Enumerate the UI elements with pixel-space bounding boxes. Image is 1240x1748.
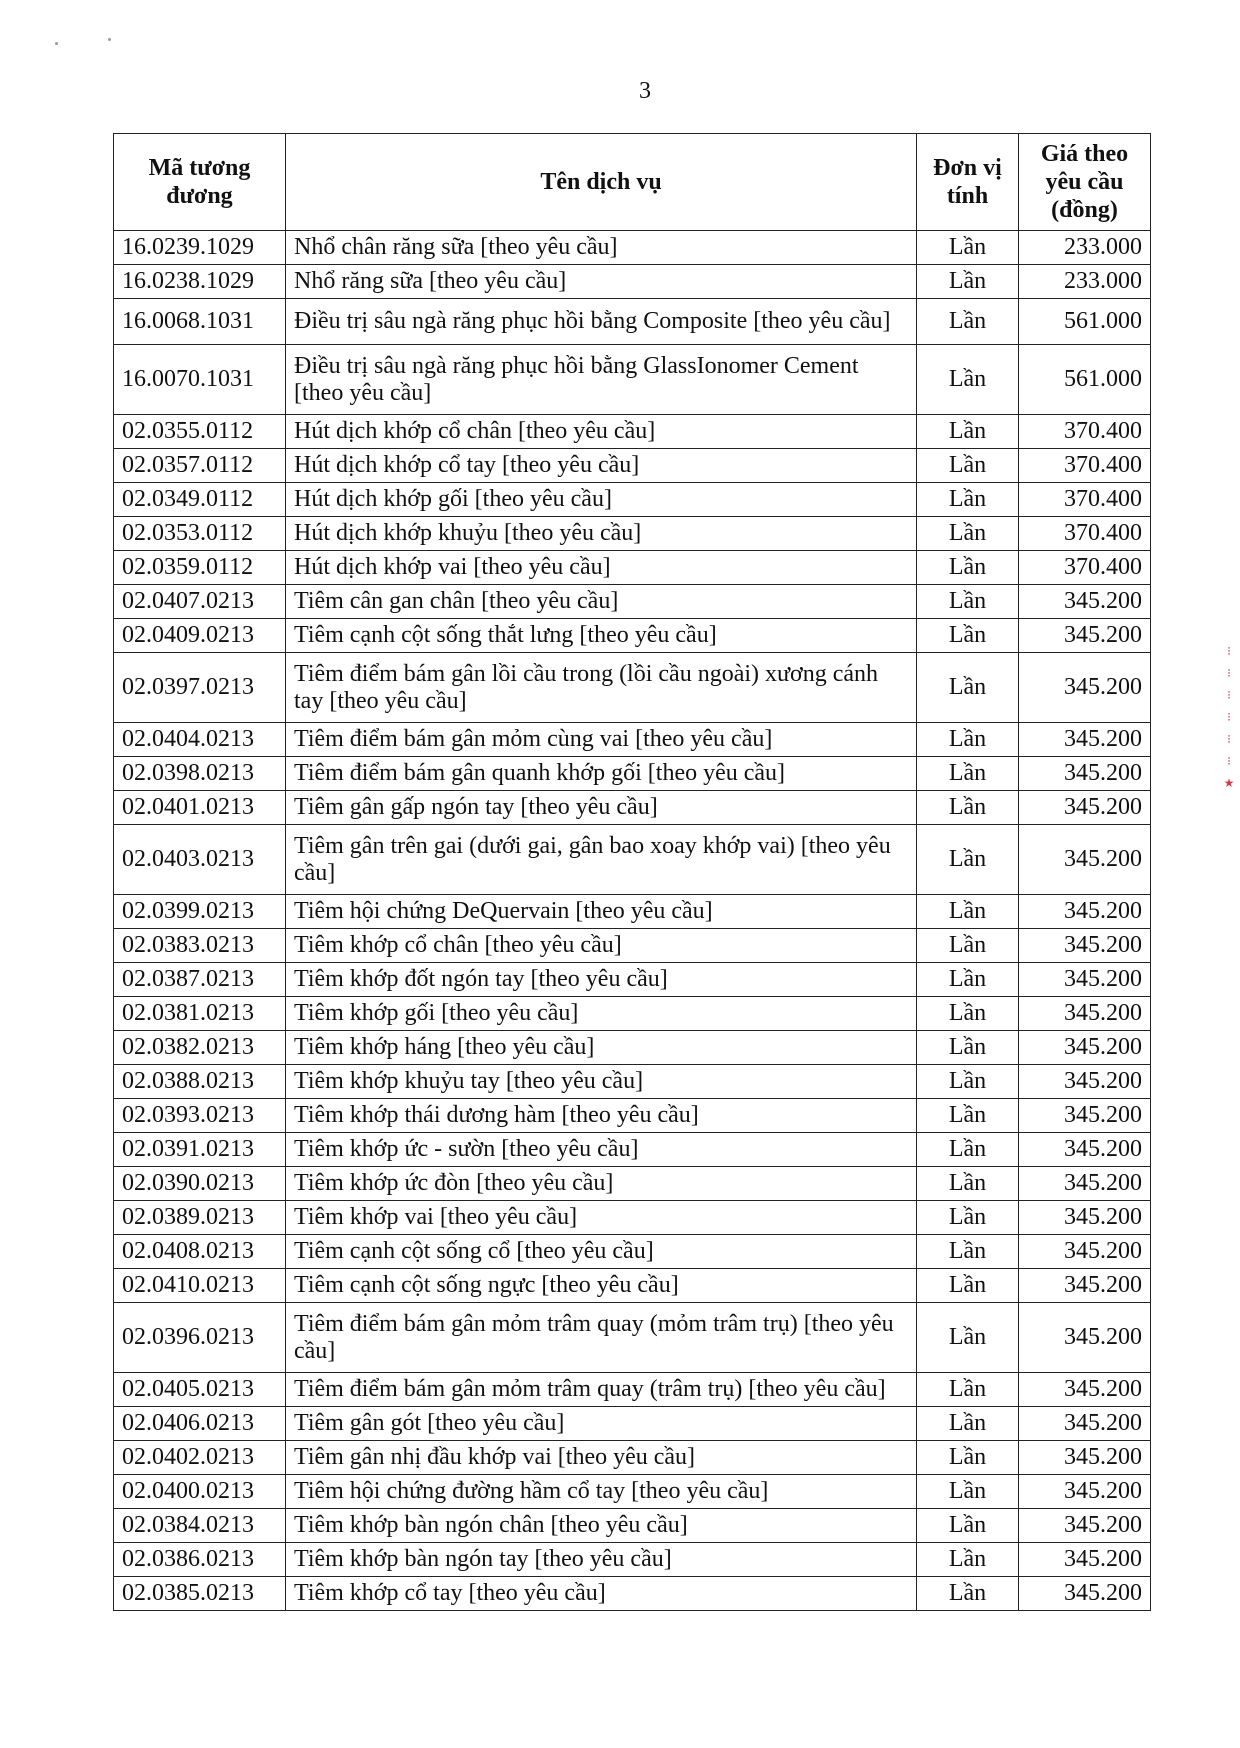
cell-code: 02.0409.0213 — [114, 619, 286, 653]
cell-name: Tiêm hội chứng đường hầm cổ tay [theo yêu cầu] — [286, 1475, 917, 1509]
cell-unit: Lần — [917, 723, 1019, 757]
cell-name: Tiêm khớp đốt ngón tay [theo yêu cầu] — [286, 963, 917, 997]
cell-price: 345.200 — [1019, 757, 1151, 791]
cell-unit: Lần — [917, 1133, 1019, 1167]
cell-price: 345.200 — [1019, 653, 1151, 723]
cell-price: 370.400 — [1019, 449, 1151, 483]
cell-code: 02.0349.0112 — [114, 483, 286, 517]
table-row — [114, 1099, 1151, 1133]
page-number: 3 — [639, 78, 651, 104]
cell-code: 02.0382.0213 — [114, 1031, 286, 1065]
cell-unit: Lần — [917, 1407, 1019, 1441]
cell-name: Tiêm cạnh cột sống cổ [theo yêu cầu] — [286, 1235, 917, 1269]
table-row — [114, 1373, 1151, 1407]
cell-name: Tiêm khớp khuỷu tay [theo yêu cầu] — [286, 1065, 917, 1099]
cell-price: 345.200 — [1019, 791, 1151, 825]
table-row — [114, 483, 1151, 517]
cell-unit: Lần — [917, 929, 1019, 963]
cell-unit: Lần — [917, 449, 1019, 483]
table-row — [114, 929, 1151, 963]
table-row — [114, 585, 1151, 619]
cell-unit: Lần — [917, 1475, 1019, 1509]
cell-unit: Lần — [917, 619, 1019, 653]
table-row — [114, 299, 1151, 345]
table-row — [114, 231, 1151, 265]
table-row — [114, 1065, 1151, 1099]
cell-price: 345.200 — [1019, 1303, 1151, 1373]
table-row — [114, 895, 1151, 929]
table-row — [114, 1577, 1151, 1611]
table-row — [114, 1509, 1151, 1543]
cell-name: Tiêm gân gót [theo yêu cầu] — [286, 1407, 917, 1441]
cell-name: Tiêm điểm bám gân mỏm trâm quay (trâm trụ) [theo yêu cầu] — [286, 1373, 917, 1407]
cell-price: 345.200 — [1019, 963, 1151, 997]
table-row — [114, 345, 1151, 415]
table-row — [114, 517, 1151, 551]
table-row — [114, 1543, 1151, 1577]
cell-code: 02.0407.0213 — [114, 585, 286, 619]
table-row — [114, 723, 1151, 757]
cell-code: 02.0381.0213 — [114, 997, 286, 1031]
cell-name: Nhổ chân răng sữa [theo yêu cầu] — [286, 231, 917, 265]
cell-name: Tiêm gân trên gai (dưới gai, gân bao xoay khớp vai) [theo yêu cầu] — [286, 825, 917, 895]
cell-price: 345.200 — [1019, 1441, 1151, 1475]
cell-price: 345.200 — [1019, 1235, 1151, 1269]
cell-unit: Lần — [917, 1269, 1019, 1303]
cell-code: 02.0410.0213 — [114, 1269, 286, 1303]
table-row — [114, 1031, 1151, 1065]
cell-code: 02.0398.0213 — [114, 757, 286, 791]
table-row — [114, 791, 1151, 825]
cell-name: Tiêm gân gấp ngón tay [theo yêu cầu] — [286, 791, 917, 825]
cell-price: 345.200 — [1019, 997, 1151, 1031]
table-row — [114, 1167, 1151, 1201]
cell-price: 370.400 — [1019, 415, 1151, 449]
cell-unit: Lần — [917, 1235, 1019, 1269]
table-row — [114, 1133, 1151, 1167]
cell-name: Tiêm gân nhị đầu khớp vai [theo yêu cầu] — [286, 1441, 917, 1475]
cell-unit: Lần — [917, 1167, 1019, 1201]
cell-unit: Lần — [917, 791, 1019, 825]
cell-code: 16.0238.1029 — [114, 265, 286, 299]
cell-price: 345.200 — [1019, 825, 1151, 895]
table-row — [114, 1475, 1151, 1509]
cell-price: 345.200 — [1019, 585, 1151, 619]
cell-unit: Lần — [917, 825, 1019, 895]
table-row — [114, 1407, 1151, 1441]
cell-code: 02.0386.0213 — [114, 1543, 286, 1577]
cell-name: Tiêm hội chứng DeQuervain [theo yêu cầu] — [286, 895, 917, 929]
cell-name: Hút dịch khớp cổ chân [theo yêu cầu] — [286, 415, 917, 449]
header-code: Mã tương đương — [114, 134, 286, 231]
cell-price: 345.200 — [1019, 1201, 1151, 1235]
cell-code: 02.0393.0213 — [114, 1099, 286, 1133]
cell-price: 345.200 — [1019, 1543, 1151, 1577]
cell-code: 02.0406.0213 — [114, 1407, 286, 1441]
cell-unit: Lần — [917, 551, 1019, 585]
cell-unit: Lần — [917, 1303, 1019, 1373]
table-row — [114, 551, 1151, 585]
cell-unit: Lần — [917, 415, 1019, 449]
cell-name: Tiêm khớp vai [theo yêu cầu] — [286, 1201, 917, 1235]
cell-name: Tiêm khớp ức - sườn [theo yêu cầu] — [286, 1133, 917, 1167]
header-unit: Đơn vị tính — [917, 134, 1019, 231]
cell-unit: Lần — [917, 1099, 1019, 1133]
cell-code: 02.0357.0112 — [114, 449, 286, 483]
table-row — [114, 1201, 1151, 1235]
cell-name: Tiêm khớp cổ tay [theo yêu cầu] — [286, 1577, 917, 1611]
cell-code: 16.0068.1031 — [114, 299, 286, 345]
table-row — [114, 1269, 1151, 1303]
cell-price: 345.200 — [1019, 1031, 1151, 1065]
cell-code: 02.0405.0213 — [114, 1373, 286, 1407]
cell-code: 02.0403.0213 — [114, 825, 286, 895]
cell-code: 02.0402.0213 — [114, 1441, 286, 1475]
cell-unit: Lần — [917, 231, 1019, 265]
cell-price: 345.200 — [1019, 1099, 1151, 1133]
cell-unit: Lần — [917, 1031, 1019, 1065]
cell-name: Hút dịch khớp khuỷu [theo yêu cầu] — [286, 517, 917, 551]
table-row — [114, 619, 1151, 653]
header-price: Giá theo yêu cầu (đồng) — [1019, 134, 1151, 231]
cell-unit: Lần — [917, 1509, 1019, 1543]
cell-price: 345.200 — [1019, 1373, 1151, 1407]
scan-speck — [55, 42, 58, 45]
cell-code: 02.0384.0213 — [114, 1509, 286, 1543]
table-row — [114, 997, 1151, 1031]
cell-unit: Lần — [917, 1577, 1019, 1611]
cell-name: Tiêm điểm bám gân mỏm trâm quay (mỏm trâm trụ) [theo yêu cầu] — [286, 1303, 917, 1373]
cell-code: 02.0389.0213 — [114, 1201, 286, 1235]
cell-code: 16.0070.1031 — [114, 345, 286, 415]
cell-unit: Lần — [917, 757, 1019, 791]
cell-unit: Lần — [917, 997, 1019, 1031]
cell-name: Hút dịch khớp cổ tay [theo yêu cầu] — [286, 449, 917, 483]
cell-unit: Lần — [917, 265, 1019, 299]
table-row — [114, 415, 1151, 449]
cell-code: 16.0239.1029 — [114, 231, 286, 265]
cell-name: Điều trị sâu ngà răng phục hồi bằng GlassIonomer Cement [theo yêu cầu] — [286, 345, 917, 415]
side-stamp-mark: ⁝ ⁝ ⁝ ⁝ ⁝ ⁝ ★ — [1223, 644, 1235, 790]
cell-name: Tiêm cân gan chân [theo yêu cầu] — [286, 585, 917, 619]
cell-name: Điều trị sâu ngà răng phục hồi bằng Composite [theo yêu cầu] — [286, 299, 917, 345]
cell-price: 345.200 — [1019, 895, 1151, 929]
cell-code: 02.0387.0213 — [114, 963, 286, 997]
cell-price: 345.200 — [1019, 1133, 1151, 1167]
cell-price: 561.000 — [1019, 299, 1151, 345]
cell-unit: Lần — [917, 299, 1019, 345]
cell-price: 370.400 — [1019, 483, 1151, 517]
cell-unit: Lần — [917, 1543, 1019, 1577]
cell-name: Hút dịch khớp gối [theo yêu cầu] — [286, 483, 917, 517]
cell-unit: Lần — [917, 585, 1019, 619]
cell-price: 233.000 — [1019, 265, 1151, 299]
cell-price: 345.200 — [1019, 1269, 1151, 1303]
cell-name: Hút dịch khớp vai [theo yêu cầu] — [286, 551, 917, 585]
cell-name: Tiêm điểm bám gân quanh khớp gối [theo yêu cầu] — [286, 757, 917, 791]
cell-code: 02.0401.0213 — [114, 791, 286, 825]
table-header-row — [114, 134, 1151, 231]
cell-price: 345.200 — [1019, 1065, 1151, 1099]
cell-unit: Lần — [917, 1201, 1019, 1235]
cell-code: 02.0391.0213 — [114, 1133, 286, 1167]
cell-unit: Lần — [917, 345, 1019, 415]
cell-name: Tiêm khớp háng [theo yêu cầu] — [286, 1031, 917, 1065]
cell-price: 370.400 — [1019, 551, 1151, 585]
scan-speck — [108, 38, 111, 41]
service-price-table — [113, 133, 1151, 1611]
cell-code: 02.0388.0213 — [114, 1065, 286, 1099]
cell-name: Tiêm cạnh cột sống ngực [theo yêu cầu] — [286, 1269, 917, 1303]
cell-code: 02.0355.0112 — [114, 415, 286, 449]
cell-unit: Lần — [917, 963, 1019, 997]
cell-unit: Lần — [917, 1373, 1019, 1407]
table-row — [114, 757, 1151, 791]
table-row — [114, 1235, 1151, 1269]
cell-price: 561.000 — [1019, 345, 1151, 415]
cell-price: 370.400 — [1019, 517, 1151, 551]
cell-unit: Lần — [917, 483, 1019, 517]
cell-unit: Lần — [917, 517, 1019, 551]
table-row — [114, 825, 1151, 895]
cell-code: 02.0390.0213 — [114, 1167, 286, 1201]
cell-price: 345.200 — [1019, 1475, 1151, 1509]
cell-price: 233.000 — [1019, 231, 1151, 265]
header-name: Tên dịch vụ — [286, 134, 917, 231]
cell-name: Tiêm khớp ức đòn [theo yêu cầu] — [286, 1167, 917, 1201]
cell-code: 02.0353.0112 — [114, 517, 286, 551]
cell-name: Tiêm khớp thái dương hàm [theo yêu cầu] — [286, 1099, 917, 1133]
cell-code: 02.0404.0213 — [114, 723, 286, 757]
cell-name: Nhổ răng sữa [theo yêu cầu] — [286, 265, 917, 299]
cell-code: 02.0400.0213 — [114, 1475, 286, 1509]
cell-code: 02.0397.0213 — [114, 653, 286, 723]
cell-name: Tiêm điểm bám gân mỏm cùng vai [theo yêu cầu] — [286, 723, 917, 757]
cell-code: 02.0399.0213 — [114, 895, 286, 929]
cell-code: 02.0408.0213 — [114, 1235, 286, 1269]
table-row — [114, 1303, 1151, 1373]
cell-price: 345.200 — [1019, 1509, 1151, 1543]
cell-unit: Lần — [917, 653, 1019, 723]
cell-code: 02.0385.0213 — [114, 1577, 286, 1611]
table-row — [114, 963, 1151, 997]
cell-code: 02.0359.0112 — [114, 551, 286, 585]
cell-unit: Lần — [917, 1441, 1019, 1475]
table-row — [114, 1441, 1151, 1475]
cell-code: 02.0396.0213 — [114, 1303, 286, 1373]
cell-price: 345.200 — [1019, 723, 1151, 757]
cell-name: Tiêm khớp gối [theo yêu cầu] — [286, 997, 917, 1031]
cell-price: 345.200 — [1019, 1167, 1151, 1201]
cell-price: 345.200 — [1019, 1577, 1151, 1611]
table-row — [114, 653, 1151, 723]
table-row — [114, 265, 1151, 299]
cell-name: Tiêm khớp bàn ngón tay [theo yêu cầu] — [286, 1543, 917, 1577]
cell-name: Tiêm cạnh cột sống thắt lưng [theo yêu cầu] — [286, 619, 917, 653]
cell-name: Tiêm khớp bàn ngón chân [theo yêu cầu] — [286, 1509, 917, 1543]
cell-name: Tiêm khớp cổ chân [theo yêu cầu] — [286, 929, 917, 963]
cell-name: Tiêm điểm bám gân lồi cầu trong (lồi cầu ngoài) xương cánh tay [theo yêu cầu] — [286, 653, 917, 723]
cell-price: 345.200 — [1019, 619, 1151, 653]
cell-code: 02.0383.0213 — [114, 929, 286, 963]
cell-price: 345.200 — [1019, 929, 1151, 963]
table-row — [114, 449, 1151, 483]
cell-price: 345.200 — [1019, 1407, 1151, 1441]
cell-unit: Lần — [917, 1065, 1019, 1099]
cell-unit: Lần — [917, 895, 1019, 929]
